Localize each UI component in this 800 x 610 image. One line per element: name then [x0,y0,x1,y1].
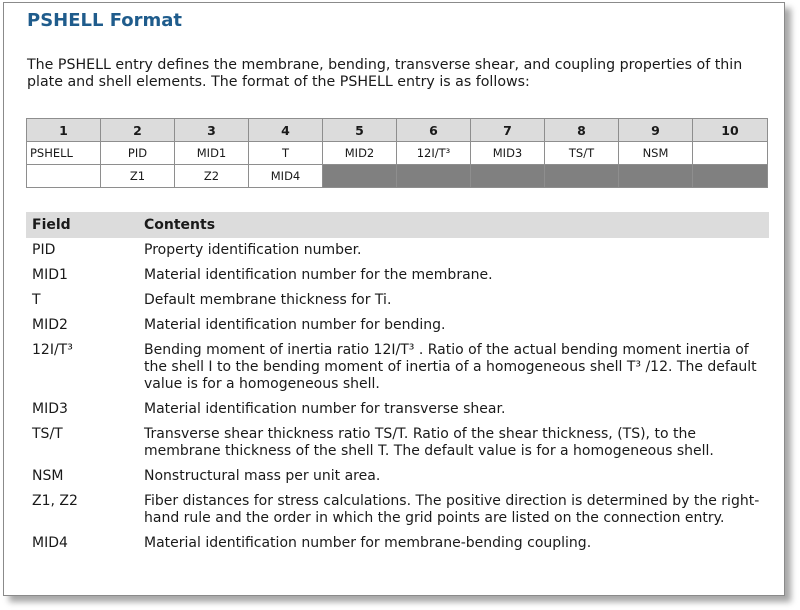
format-cell: NSM [619,142,693,165]
table-row [26,288,769,313]
field-contents: Property identification number. [144,242,362,258]
format-header-cell: 8 [545,119,619,142]
field-name: MID1 [32,267,68,283]
format-blank-cell [323,165,397,188]
table-row [26,531,769,556]
field-contents: Material identification number for the membrane. [144,267,493,283]
format-cell: T [249,142,323,165]
field-name: T [32,292,41,308]
fields-header-row [26,212,769,238]
field-contents: Fiber distances for stress calculations. The positive direction is determined by the right-hand rule and the order in which the grid points are listed on the connection entry. [144,493,760,526]
field-name: MID3 [32,401,68,417]
format-cell: PSHELL [27,142,101,165]
format-row-2 [27,165,768,188]
table-row [26,263,769,288]
field-contents: Default membrane thickness for Ti. [144,292,392,308]
format-blank-cell [693,165,768,188]
field-name: PID [32,242,56,258]
field-name: MID2 [32,317,68,333]
format-row-1 [27,142,768,165]
table-row [26,489,769,531]
format-header-cell: 2 [101,119,175,142]
format-header-cell: 7 [471,119,545,142]
field-column-header: Field [26,212,138,238]
format-cell: Z2 [175,165,249,188]
field-name: 12I/T³ [32,342,73,358]
format-cell: Z1 [101,165,175,188]
format-cell: MID1 [175,142,249,165]
format-header-cell: 5 [323,119,397,142]
table-row [26,338,769,397]
format-header-cell: 1 [27,119,101,142]
field-contents: Bending moment of inertia ratio 12I/T³ . Ratio of the actual bending moment inertia of the shell I to the bending moment of inertia of a homogeneous shell T³ /12. The default value is for a homogeneous shell. [144,342,757,392]
field-contents: Material identification number for membrane-bending coupling. [144,535,592,551]
field-name: Z1, Z2 [32,493,78,509]
table-row [26,422,769,464]
format-cell: MID3 [471,142,545,165]
field-name: MID4 [32,535,68,551]
field-contents: Transverse shear thickness ratio TS/T. Ratio of the shear thickness, (TS), to the membrane thickness of the shell T. The default value is for a homogeneous shell. [144,426,714,459]
table-row [26,397,769,422]
field-name: TS/T [32,426,63,442]
contents-column-header: Contents [138,212,769,238]
field-contents: Material identification number for bending. [144,317,446,333]
intro-paragraph: The PSHELL entry defines the membrane, bending, transverse shear, and coupling properties of thin plate and shell elements. The format of the PSHELL entry is as follows: [27,57,743,90]
format-table [26,118,768,188]
format-blank-cell [545,165,619,188]
format-header-cell: 6 [397,119,471,142]
format-cell [27,165,101,188]
format-header-cell: 3 [175,119,249,142]
document-page [3,2,785,596]
format-cell [693,142,768,165]
table-row [26,464,769,489]
format-blank-cell [397,165,471,188]
format-blank-cell [619,165,693,188]
table-row [26,313,769,338]
format-header-cell: 4 [249,119,323,142]
field-contents: Material identification number for transverse shear. [144,401,506,417]
format-cell: TS/T [545,142,619,165]
format-cell: 12I/T³ [397,142,471,165]
field-name: NSM [32,468,64,484]
format-cell: PID [101,142,175,165]
format-blank-cell [471,165,545,188]
table-row [26,238,769,263]
format-header-cell: 9 [619,119,693,142]
format-header-row [27,119,768,142]
format-header-cell: 10 [693,119,768,142]
format-cell: MID4 [249,165,323,188]
field-contents: Nonstructural mass per unit area. [144,468,381,484]
fields-table [26,212,769,556]
format-cell: MID2 [323,142,397,165]
page-title: PSHELL Format [27,10,183,31]
